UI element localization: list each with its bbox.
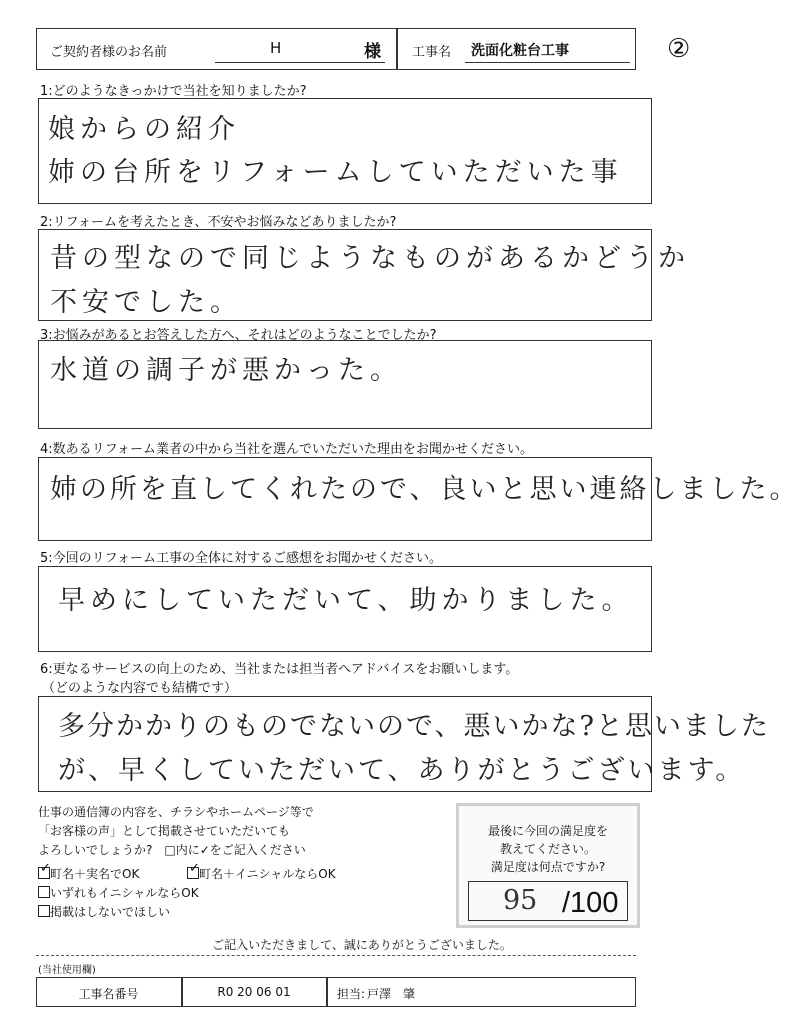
answer-5-line-1: 早めにしていただいて、助かりました。 (58, 585, 634, 616)
question-5-label: 5:今回のリフォーム工事の全体に対するご感想をお聞かせください。 (40, 551, 443, 566)
office-staff-label: 担当: (337, 987, 366, 1001)
question-3-label: 3:お悩みがあるとお答えした方へ、それはどのようなことでしたか? (40, 328, 437, 343)
question-4-label: 4:数あるリフォーム業者の中から当社を選んでいただいた理由をお聞かせください。 (40, 442, 534, 457)
office-staff-name: 戸澤 肇 (367, 987, 416, 1001)
customer-name-line (215, 62, 385, 63)
question-1-label: 1:どのようなきっかけで当社を知りましたか? (40, 84, 307, 99)
option-1-label: 町名＋実名でOK (50, 867, 140, 881)
checkbox-icon[interactable] (38, 886, 50, 898)
project-label: 工事名 (412, 45, 452, 60)
answer-6-line-1: 多分かかりのものでないので、悪いかな?と思いました (58, 711, 770, 742)
option-3-label: いずれもイニシャルならOK (50, 886, 199, 900)
thanks-message: ご記入いただきまして、誠にありがとうございました。 (212, 938, 512, 952)
project-name: 洗面化粧台工事 (471, 43, 569, 59)
question-2-label: 2:リフォームを考えたとき、不安やお悩みなどありましたか? (40, 215, 397, 230)
header-divider (396, 28, 398, 70)
satisfaction-prompt-2: 教えてください。 (499, 842, 596, 856)
answer-6-line-2: が、早くしていただいて、ありがとうございます。 (58, 755, 746, 786)
page-number: ② (667, 34, 691, 64)
option-3[interactable] (38, 884, 199, 901)
checkbox-checked-icon[interactable]: ✓ (187, 867, 199, 879)
customer-name: H (270, 39, 282, 57)
answer-4-line-1: 姉の所を直してくれたので、良いと思い連絡しました。 (50, 474, 799, 505)
option-4-label: 掲載はしないでほしい (50, 905, 171, 919)
checkbox-checked-icon[interactable]: ✓ (38, 867, 50, 879)
satisfaction-prompt-3: 満足度は何点ですか? (490, 860, 606, 874)
office-number-label: 工事名番号 (78, 987, 139, 1001)
answer-2-line-2: 不安でした。 (50, 287, 242, 318)
satisfaction-score: 95 (503, 885, 538, 916)
honorific: 様 (364, 42, 381, 62)
option-4[interactable] (38, 903, 170, 920)
permission-text-2: 「お客様の声」として掲載させていただいても (38, 824, 291, 838)
permission-text-1: 仕事の通信簿の内容を、チラシやホームページ等で (38, 805, 314, 819)
option-2[interactable] (187, 861, 336, 882)
office-section-label: (当社使用欄) (38, 965, 96, 976)
answer-2-line-1: 昔の型なので同じようなものがあるかどうか (50, 243, 690, 274)
question-6-label: 6:更なるサービスの向上のため、当社または担当者へアドバイスをお願いします。 (40, 662, 519, 677)
answer-1-line-2: 姉の台所をリフォームしていただいた事 (48, 157, 623, 188)
customer-label: ご契約者様のお名前 (50, 45, 168, 60)
satisfaction-max: /100 (562, 887, 619, 919)
satisfaction-prompt-1: 最後に今回の満足度を (487, 824, 608, 838)
checkbox-icon[interactable] (38, 905, 50, 917)
office-number-value: R0 20 06 01 (217, 985, 291, 999)
answer-1-line-1: 娘からの紹介 (48, 114, 240, 145)
office-divider-2 (326, 977, 328, 1007)
answer-3-line-1: 水道の調子が悪かった。 (50, 355, 402, 386)
permission-text-3: よろしいでしょうか? □内に✓をご記入ください (38, 843, 306, 857)
office-divider (36, 955, 636, 956)
option-1[interactable] (38, 861, 140, 882)
question-6-sublabel: （どのような内容でも結構です） (42, 681, 238, 696)
option-2-label: 町名＋イニシャルならOK (199, 867, 336, 881)
project-name-line (465, 62, 630, 63)
